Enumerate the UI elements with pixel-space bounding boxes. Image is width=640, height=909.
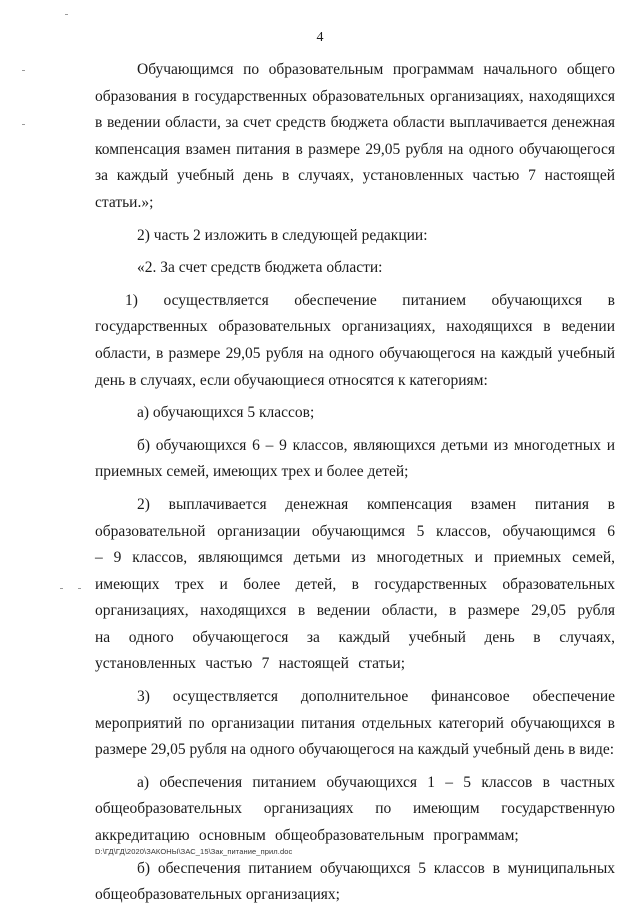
document-body [95, 57, 615, 909]
scan-artifact [78, 588, 81, 589]
scan-artifact [60, 588, 63, 589]
paragraph-item-1a: а) обучающихся 5 классов; [137, 404, 315, 422]
file-path-footer: D:\ГД\ГД\2020\ЗАКОНЫ\ЗАС_15\Зак_питание_прил.doc [95, 847, 293, 856]
paragraph-item-3b: б) обеспечения питанием обучающихся 5 классов в муниципальных общеобразовательных организациях; [95, 859, 615, 904]
paragraph-compensation-primary: Обучающимся по образовательным программам начального общего образования в государственных образовательных организациях, находящихся в ведении области, за счет средств бюджета области выплачивается денежная компенсация взамен питания в размере 29,05 рубля на одного обучающегося за каждый учебный день в случаях, установленных частью 7 настоящей статьи.»; [95, 61, 615, 211]
paragraph-item-1: 1) осуществляется обеспечение питанием обучающихся в государственных образовательных организациях, находящихся в ведении области, в размере 29,05 рубля на одного обучающегося на каждый учебный день в случаях, если обучающиеся относятся к категориям: [95, 291, 615, 389]
paragraph-item-1b: б) обучающихся 6 – 9 классов, являющихся детьми из многодетных и приемных семей, имеющих трех и более детей; [95, 436, 615, 481]
scan-artifact [22, 124, 25, 125]
scan-artifact [22, 70, 25, 71]
paragraph-item-3: 3) осуществляется дополнительное финансовое обеспечение мероприятий по организации питания отдельных категорий обучающихся в размере 29,05 рубля на одного обучающегося на каждый учебный день в виде: [95, 688, 615, 759]
paragraph-item-2: 2) выплачивается денежная компенсация взамен питания в образовательной организации обучающимся 5 классов, обучающимся 6 – 9 классов, являющимся детьми из многодетных и приемных семей, имеющих трех и более детей, в государственных образовательных организациях, находящихся в ведении области, в размере 29,05 рубля на одного обучающегося за каждый учебный день в случаях, установленных частью 7 настоящей статьи; [95, 495, 615, 673]
scan-artifact [65, 14, 68, 15]
paragraph-item-3a: а) обеспечения питанием обучающихся 1 – 5 классов в частных общеобразовательных организациях по имеющим государственную аккредитацию основным общеобразовательным программам; [95, 773, 615, 845]
paragraph-amend-part-2: 2) часть 2 изложить в следующей редакции: [137, 226, 428, 244]
paragraph-part-2-heading: «2. За счет средств бюджета области: [137, 259, 383, 277]
page-number: 4 [316, 30, 324, 45]
